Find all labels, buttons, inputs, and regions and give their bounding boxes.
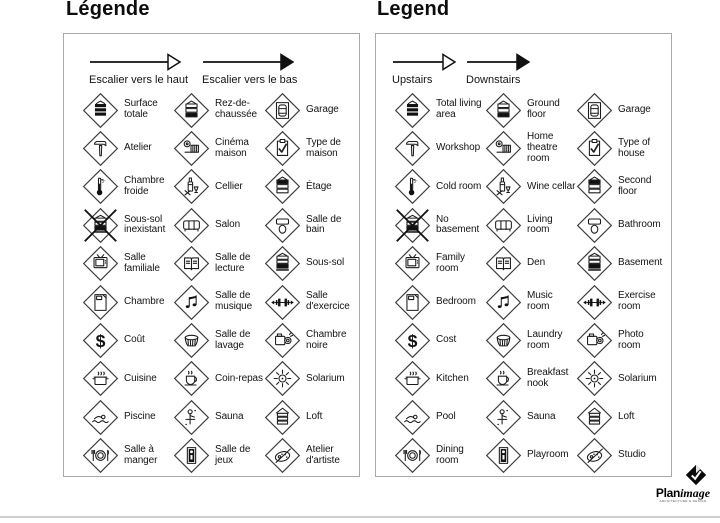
- legend-item: [82, 284, 173, 321]
- legend-item-label: Surface totale: [124, 98, 158, 121]
- loft-roof-icon: [576, 399, 613, 436]
- legend-item-label: Pool: [436, 410, 456, 422]
- sun-icon: [264, 360, 301, 397]
- legend-item: [485, 284, 576, 321]
- legend-item-label: Music room: [527, 290, 553, 313]
- legend-item: [394, 360, 485, 397]
- legend-item: [576, 207, 667, 244]
- bottom-divider: [0, 516, 720, 518]
- top-floor-icon: [264, 168, 301, 205]
- legend-item-label: Coin-repas: [215, 372, 263, 384]
- brand-image: image: [680, 486, 711, 500]
- legend-panel-english: [375, 33, 672, 477]
- toilet-icon: [264, 207, 301, 244]
- legend-item-label: Cost: [436, 334, 457, 346]
- legend-grid-french: [82, 91, 355, 475]
- legend-item-label: Type of house: [618, 136, 651, 159]
- legend-item: [82, 322, 173, 359]
- legend-item: [576, 284, 667, 321]
- legend-item-label: Salon: [215, 218, 241, 230]
- svg-text:$: $: [95, 330, 106, 351]
- legend-item: [173, 399, 264, 436]
- legend-item: [82, 92, 173, 129]
- legend-item: [485, 322, 576, 359]
- coffee-cup-icon: [485, 360, 522, 397]
- brand-plan: Plan: [655, 486, 681, 500]
- thermometer-icon: [82, 168, 119, 205]
- legend-item: [485, 245, 576, 282]
- legend-item: [576, 360, 667, 397]
- legend-item-label: Sauna: [527, 410, 556, 422]
- legend-item-label: Atelier d'artiste: [306, 443, 340, 466]
- legend-item-label: Garage: [618, 103, 651, 115]
- sofa-icon: [173, 207, 210, 244]
- legend-item: [264, 207, 355, 244]
- legend-item-label: Bedroom: [436, 295, 476, 307]
- legend-item: [576, 168, 667, 205]
- legend-item-label: Chambre noire: [306, 328, 347, 351]
- plate-cutlery-icon: [82, 437, 119, 474]
- legend-item-label: Sous-sol inexistant: [124, 213, 166, 236]
- legend-item: [82, 207, 173, 244]
- wine-bottle-icon: [485, 168, 522, 205]
- legend-item-label: Cuisine: [124, 372, 157, 384]
- planimage-wordmark: [650, 487, 716, 499]
- legend-item: [82, 245, 173, 282]
- legend-item: [264, 360, 355, 397]
- legend-item-label: Chambre froide: [124, 175, 165, 197]
- legend-item: [485, 130, 576, 167]
- legend-item: [173, 168, 264, 205]
- legend-item-label: Studio: [618, 449, 646, 461]
- artist-palette-icon: [264, 437, 301, 474]
- legend-item-label: Sauna: [215, 410, 244, 422]
- legend-item: [264, 130, 355, 167]
- legend-item: [394, 322, 485, 359]
- ground-floor-icon: [485, 92, 522, 129]
- legend-item: [394, 245, 485, 282]
- dollar-sign-icon: [394, 322, 431, 359]
- legend-item: [173, 207, 264, 244]
- legend-item-label: Salle à manger: [124, 443, 158, 466]
- legend-item: [82, 130, 173, 167]
- sofa-icon: [485, 207, 522, 244]
- house-checklist-icon: [264, 130, 301, 167]
- legend-item-label: Kitchen: [436, 372, 469, 384]
- legend-item-label: Family room: [436, 251, 465, 274]
- music-notes-icon: [485, 284, 522, 321]
- swimmer-icon: [82, 399, 119, 436]
- legend-item-label: Salle de bain: [306, 213, 342, 236]
- legend-item-label: Piscine: [124, 410, 156, 422]
- swimmer-icon: [394, 399, 431, 436]
- legend-item: [576, 130, 667, 167]
- legend-item: [485, 437, 576, 474]
- legend-item-label: Rez-de-chaussée: [215, 98, 258, 121]
- stairs-arrow-label: Upstairs: [392, 74, 433, 86]
- open-book-icon: [485, 245, 522, 282]
- legend-item: [82, 168, 173, 205]
- coffee-cup-icon: [173, 360, 210, 397]
- stairs-arrow-label: Escalier vers le bas: [202, 74, 298, 86]
- legend-item-label: Cold room: [436, 180, 482, 192]
- dollar-sign-icon: [82, 322, 119, 359]
- legend-item: [394, 437, 485, 474]
- planimage-logo: [650, 464, 716, 503]
- legend-item-label: Salle d'exercice: [306, 290, 350, 313]
- legend-item-label: Breakfast nook: [527, 367, 569, 389]
- legend-item: [264, 168, 355, 205]
- legend-item: [394, 207, 485, 244]
- cooking-pot-icon: [82, 360, 119, 397]
- legend-item-label: Cellier: [215, 180, 243, 192]
- cooking-pot-icon: [394, 360, 431, 397]
- music-notes-icon: [173, 284, 210, 321]
- basement-floor-icon: [576, 245, 613, 282]
- legend-item: [82, 360, 173, 397]
- legend-item: [576, 322, 667, 359]
- laundry-tub-icon: [173, 322, 210, 359]
- no-basement-crossed-icon: [394, 207, 431, 244]
- legend-item-label: Workshop: [436, 142, 481, 154]
- legend-item-label: Salle de musique: [215, 290, 253, 313]
- barbell-icon: [264, 284, 301, 321]
- wine-bottle-icon: [173, 168, 210, 205]
- toilet-icon: [576, 207, 613, 244]
- hammer-icon: [394, 130, 431, 167]
- legend-item-label: Solarium: [306, 372, 345, 384]
- legend-item: [173, 360, 264, 397]
- legend-item-label: Wine cellar: [527, 180, 576, 192]
- sauna-person-icon: [485, 399, 522, 436]
- legend-item-label: Coût: [124, 334, 145, 346]
- legend-item: [394, 284, 485, 321]
- stairs-arrows-french: [64, 52, 359, 86]
- tv-icon: [394, 245, 431, 282]
- legend-item: [173, 92, 264, 129]
- legend-item-label: Exercise room: [618, 290, 656, 313]
- legend-item-label: Dining room: [436, 443, 464, 466]
- bed-icon: [82, 284, 119, 321]
- legend-item-label: Basement: [618, 257, 663, 269]
- legend-item: [264, 322, 355, 359]
- stairs-arrow-item: [466, 52, 530, 86]
- legend-item: [264, 245, 355, 282]
- ground-floor-icon: [173, 92, 210, 129]
- legend-grid-english: [394, 91, 667, 475]
- legend-item: [173, 130, 264, 167]
- house-checklist-icon: [576, 130, 613, 167]
- legend-item-label: Chambre: [124, 295, 165, 307]
- legend-item: [485, 168, 576, 205]
- arrow-open-right-icon: [392, 52, 456, 72]
- arrow-solid-right-icon: [202, 52, 294, 72]
- stairs-arrows-english: [376, 52, 671, 86]
- legend-item: [264, 399, 355, 436]
- legend-item-label: Solarium: [618, 372, 657, 384]
- legend-item-label: Home theatre room: [527, 131, 558, 164]
- stairs-arrow-item: [89, 52, 188, 86]
- hammer-icon: [82, 130, 119, 167]
- arrow-open-right-icon: [89, 52, 181, 72]
- legend-item-label: Sous-sol: [306, 257, 345, 269]
- legend-item-label: Salle de jeux: [215, 443, 251, 466]
- legend-item-label: Garage: [306, 103, 339, 115]
- stairs-arrow-label: Escalier vers le haut: [89, 74, 189, 86]
- legend-item-label: Atelier: [124, 142, 152, 154]
- legend-item-label: Loft: [618, 410, 635, 422]
- stairs-arrow-label: Downstairs: [466, 74, 521, 86]
- legend-title-english: Legend: [377, 0, 450, 20]
- legend-item: [173, 437, 264, 474]
- legend-item: [394, 130, 485, 167]
- legend-item: [173, 284, 264, 321]
- legend-item: [576, 399, 667, 436]
- legend-item: [576, 245, 667, 282]
- floors-filled-icon: [394, 92, 431, 129]
- film-projector-icon: [173, 130, 210, 167]
- legend-item: [576, 92, 667, 129]
- legend-item: [264, 437, 355, 474]
- legend-item-label: Second floor: [618, 175, 652, 197]
- loft-roof-icon: [264, 399, 301, 436]
- svg-text:2°: 2°: [413, 179, 418, 185]
- arcade-toy-icon: [485, 437, 522, 474]
- legend-item-label: Salle de lavage: [215, 328, 251, 351]
- legend-item: [394, 168, 485, 205]
- legend-item-label: Photo room: [618, 328, 644, 351]
- laundry-tub-icon: [485, 322, 522, 359]
- basement-floor-icon: [264, 245, 301, 282]
- arrow-solid-right-icon: [466, 52, 530, 72]
- svg-text:2°: 2°: [101, 179, 106, 185]
- legend-item: [264, 284, 355, 321]
- tv-icon: [82, 245, 119, 282]
- legend-item-label: Cinéma maison: [215, 136, 249, 159]
- legend-item-label: Bathroom: [618, 218, 661, 230]
- legend-item-label: Total living area: [436, 98, 482, 121]
- top-floor-icon: [576, 168, 613, 205]
- legend-item-label: Playroom: [527, 449, 569, 461]
- legend-item-label: Ground floor: [527, 98, 560, 121]
- legend-item-label: Type de maison: [306, 136, 341, 159]
- stairs-arrow-item: [392, 52, 456, 86]
- legend-item-label: Étage: [306, 180, 332, 192]
- svg-text:$: $: [407, 330, 418, 351]
- logo-tagline: ARCHITECTURE & DESIGN: [659, 499, 707, 503]
- bed-icon: [394, 284, 431, 321]
- film-projector-icon: [485, 130, 522, 167]
- legend-item-label: Salle de lecture: [215, 251, 251, 274]
- legend-title-french: Légende: [66, 0, 150, 20]
- legend-item: [485, 207, 576, 244]
- artist-palette-icon: [576, 437, 613, 474]
- legend-item: [82, 399, 173, 436]
- open-book-icon: [173, 245, 210, 282]
- barbell-icon: [576, 284, 613, 321]
- plate-cutlery-icon: [394, 437, 431, 474]
- legend-item-label: Living room: [527, 213, 553, 236]
- floors-filled-icon: [82, 92, 119, 129]
- legend-item: [264, 92, 355, 129]
- thermometer-icon: [394, 168, 431, 205]
- legend-item-label: No basement: [436, 213, 480, 236]
- garage-car-icon: [264, 92, 301, 129]
- no-basement-crossed-icon: [82, 207, 119, 244]
- sun-icon: [576, 360, 613, 397]
- camera-icon: [576, 322, 613, 359]
- arcade-toy-icon: [173, 437, 210, 474]
- legend-item: [485, 92, 576, 129]
- legend-item-label: Salle familiale: [124, 251, 160, 274]
- legend-item-label: Den: [527, 257, 546, 269]
- legend-item: [485, 360, 576, 397]
- legend-item: [394, 399, 485, 436]
- legend-panel-french: [63, 33, 360, 477]
- sauna-person-icon: [173, 399, 210, 436]
- legend-item: [485, 399, 576, 436]
- garage-car-icon: [576, 92, 613, 129]
- camera-icon: [264, 322, 301, 359]
- legend-item: [82, 437, 173, 474]
- legend-item: [173, 322, 264, 359]
- legend-item: [173, 245, 264, 282]
- stairs-arrow-item: [202, 52, 297, 86]
- planimage-diamond-check-icon: [684, 464, 708, 486]
- legend-item-label: Laundry room: [527, 328, 563, 351]
- legend-item-label: Loft: [306, 410, 323, 422]
- legend-item: [394, 92, 485, 129]
